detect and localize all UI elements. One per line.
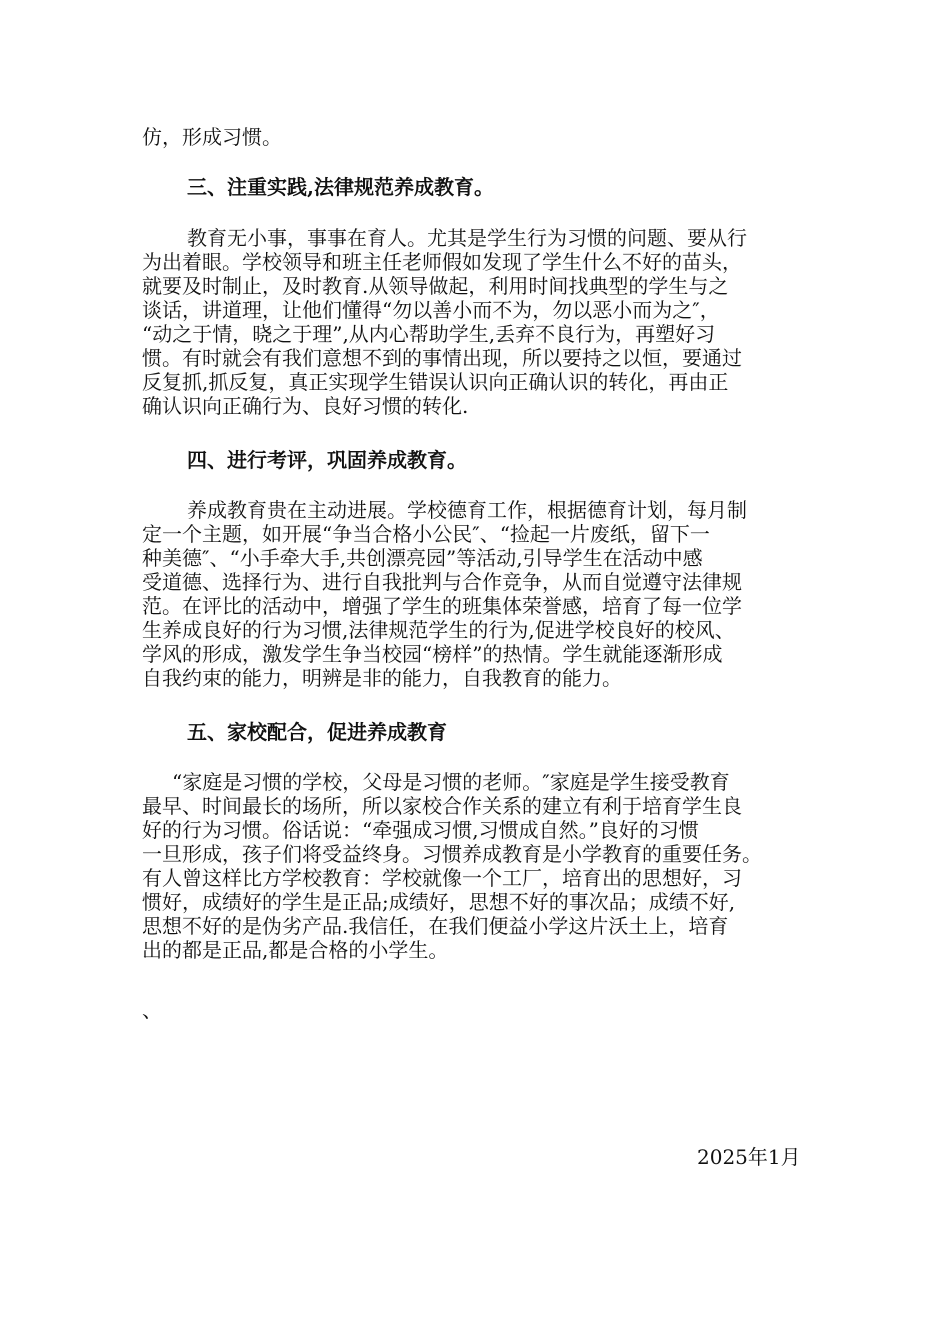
section-4-line: 范。在评比的活动中，增强了学生的班集体荣誉感，培育了每一位学 xyxy=(142,594,742,618)
section-3-line: 为出着眼。学校领导和班主任老师假如发现了学生什么不好的苗头， xyxy=(142,250,742,274)
section-5-heading: 五、家校配合，促进养成教育 xyxy=(187,720,447,744)
section-5-line: 思想不好的是伪劣产品.我信任，在我们便益小学这片沃土上，培育 xyxy=(142,914,729,938)
section-5-line: 一旦形成，孩子们将受益终身。习惯养成教育是小学教育的重要任务。 xyxy=(142,842,762,866)
section-3-line: 确认识向正确行为、良好习惯的转化. xyxy=(142,394,469,418)
document-date: 2025年1月 xyxy=(697,1145,801,1169)
section-5-line: “家庭是习惯的学校，父母是习惯的老师。″家庭是学生接受教育 xyxy=(172,770,730,794)
section-4-line: 生养成良好的行为习惯,法律规范学生的行为,促进学校良好的校风、 xyxy=(142,618,735,642)
section-5-line: 有人曾这样比方学校教育：学校就像一个工厂，培育出的思想好，习 xyxy=(142,866,742,890)
trailing-mark: 、 xyxy=(142,998,162,1022)
section-3-line: 惯。有时就会有我们意想不到的事情出现，所以要持之以恒，要通过 xyxy=(142,346,742,370)
intro-line: 仿，形成习惯。 xyxy=(142,125,282,149)
section-4-heading: 四、进行考评，巩固养成教育。 xyxy=(187,448,467,472)
section-3-line: 教育无小事，事事在育人。尤其是学生行为习惯的问题、要从行 xyxy=(187,226,747,250)
section-4-line: 养成教育贵在主动进展。学校德育工作，根据德育计划，每月制 xyxy=(187,498,747,522)
section-5-line: 惯好，成绩好的学生是正品;成绩好，思想不好的事次品；成绩不好, xyxy=(142,890,736,914)
section-3-line: 谈话，讲道理，让他们懂得“勿以善小而不为，勿以恶小而为之″， xyxy=(142,298,720,322)
section-5-line: 好的行为习惯。俗话说：“牵强成习惯,习惯成自然。”良好的习惯 xyxy=(142,818,699,842)
section-4-line: 自我约束的能力，明辨是非的能力，自我教育的能力。 xyxy=(142,666,622,690)
section-4-line: 受道德、选择行为、进行自我批判与合作竞争，从而自觉遵守法律规 xyxy=(142,570,742,594)
section-4-line: 学风的形成，激发学生争当校园“榜样”的热情。学生就能逐渐形成 xyxy=(142,642,723,666)
section-4-line: 种美德″、“小手牵大手,共创漂亮园”等活动,引导学生在活动中感 xyxy=(142,546,703,570)
section-5-line: 出的都是正品,都是合格的小学生。 xyxy=(142,938,449,962)
section-4-line: 定一个主题，如开展“争当合格小公民″、“捡起一片废纸，留下一 xyxy=(142,522,710,546)
section-5-line: 最早、时间最长的场所，所以家校合作关系的建立有利于培育学生良 xyxy=(142,794,742,818)
section-3-line: “动之于情，晓之于理”,从内心帮助学生,丢弃不良行为，再塑好习 xyxy=(142,322,716,346)
section-3-line: 就要及时制止，及时教育.从领导做起，利用时间找典型的学生与之 xyxy=(142,274,729,298)
section-3-line: 反复抓,抓反复，真正实现学生错误认识向正确认识的转化，再由正 xyxy=(142,370,729,394)
section-3-heading: 三、注重实践,法律规范养成教育。 xyxy=(187,175,494,199)
